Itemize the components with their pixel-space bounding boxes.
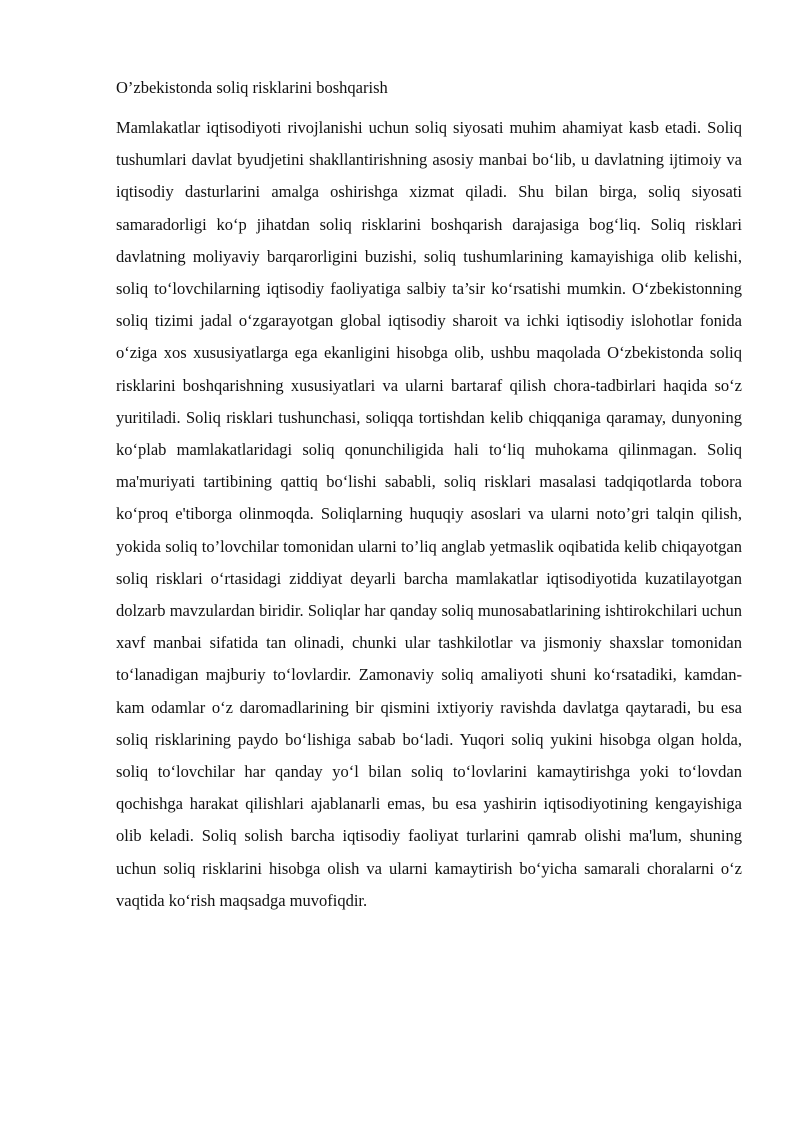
document-content — [116, 76, 742, 917]
body-paragraph: Mamlakatlar iqtisodiyoti rivojlanishi uchun soliq siyosati muhim ahamiyat kasb etadi. Soliq tushumlari davlat byudjetini shakllantirishning asosiy manbai bo‘lib, u davlatning ijtimoiy va iqtisodiy dasturlarini amalga oshirishga xizmat qiladi. Shu bilan birga, soliq siyosati samaradorligi ko‘p jihatdan soliq risklarini boshqarish darajasiga bog‘liq. Soliq risklari davlatning moliyaviy barqarorligini buzishi, soliq tushumlarining kamayishiga olib kelishi, soliq to‘lovchilarning iqtisodiy faoliyatiga salbiy ta’sir ko‘rsatishi mumkin. O‘zbekistonning soliq tizimi jadal o‘zgarayotgan global iqtisodiy sharoit va ichki iqtisodiy islohotlar fonida o‘ziga xos xususiyatlarga ega ekanligini hisobga olib, ushbu maqolada O‘zbekistonda soliq risklarini boshqarishning xususiyatlari va ularni bartaraf qilish chora-tadbirlari haqida so‘z yuritiladi. Soliq risklari tushunchasi, soliqqa tortishdan kelib chiqqaniga qaramay, dunyoning ko‘plab mamlakatlaridagi soliq qonunchiligida hali to‘liq muhokama qilinmagan. Soliq ma'muriyati tartibining qattiq bo‘lishi sababli, soliq risklari masalasi tadqiqotlarda tobora ko‘proq e'tiborga olinmoqda. Soliqlarning huquqiy asoslari va ularni noto’gri talqin qilish, yokida soliq to’lovchilar tomonidan ularni to’liq anglab yetmaslik oqibatida kelib chiqayotgan soliq risklari o‘rtasidagi ziddiyat deyarli barcha mamlakatlar iqtisodiyotida kuzatilayotgan dolzarb mavzulardan biridir. Soliqlar har qanday soliq munosabatlarining ishtirokchilari uchun xavf manbai sifatida tan olinadi, chunki ular tashkilotlar va jismoniy shaxslar tomonidan to‘lanadigan majburiy to‘lovlardir. Zamonaviy soliq amaliyoti shuni ko‘rsatadiki, kamdan- kam odamlar o‘z daromadlarining bir qismini ixtiyoriy ravishda davlatga qaytaradi, bu esa soliq risklarining paydo bo‘lishiga sabab bo‘ladi. Yuqori soliq yukini hisobga olgan holda, soliq to‘lovchilar har qanday yo‘l bilan soliq to‘lovlarini kamaytirishga yoki to‘lovdan qochishga harakat qilishlari ajablanarli emas, bu esa yashirin iqtisodiyotining kengayishiga olib keladi. Soliq solish barcha iqtisodiy faoliyat turlarini qamrab olishi ma'lum, shuning uchun soliq risklarini hisobga olish va ularni kamaytirish bo‘yicha samarali choralarni o‘z vaqtida ko‘rish maqsadga muvofiqdir. — [116, 118, 742, 910]
document-title: O’zbekistonda soliq risklarini boshqarish — [116, 78, 388, 97]
